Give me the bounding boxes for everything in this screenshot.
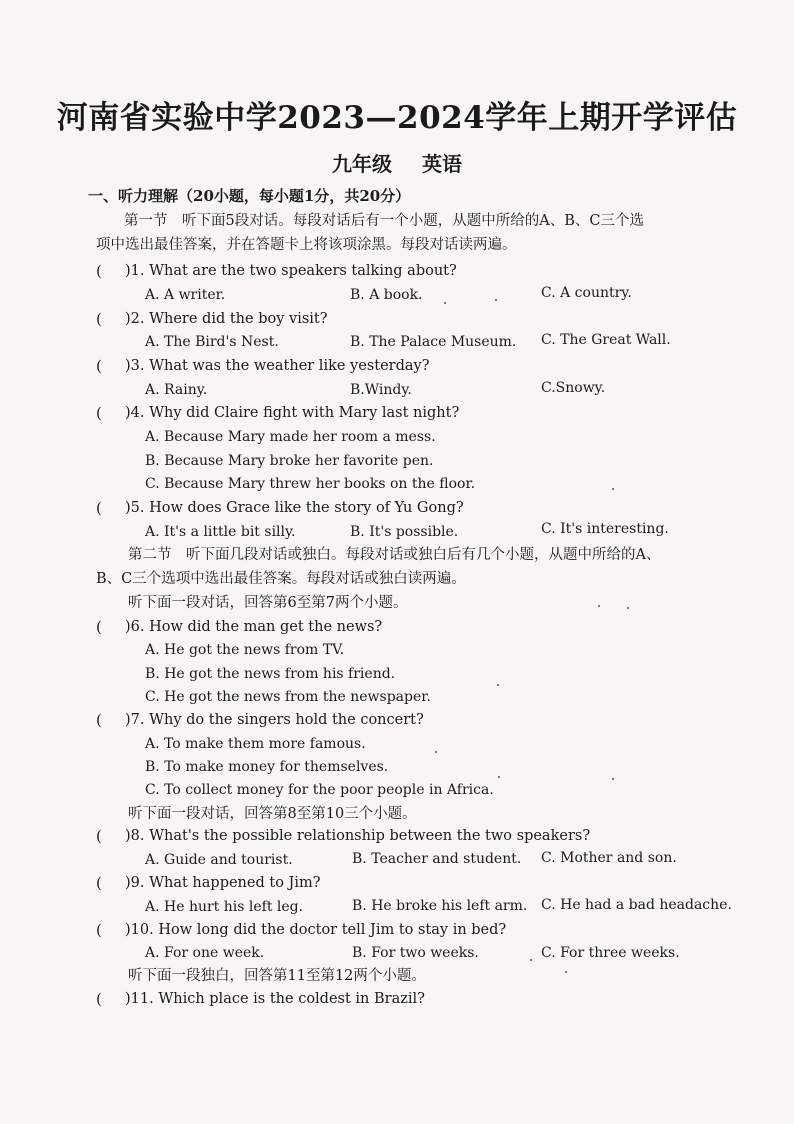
option-c: C. To collect money for the poor people in Africa. — [145, 782, 494, 798]
option-b: B. A book. — [350, 287, 423, 303]
part2-instruction-line1: 第二节 听下面几段对话或独白。每段对话或独白后有几个小题，从题中所给的A、 — [128, 547, 661, 563]
option-b: B. The Palace Museum. — [350, 334, 517, 350]
option-a: A. Rainy. — [145, 382, 208, 398]
scan-speck — [612, 778, 614, 780]
option-c: C. The Great Wall. — [541, 332, 671, 348]
option-b: B. Because Mary broke her favorite pen. — [145, 453, 434, 469]
option-b: B.Windy. — [350, 382, 412, 398]
option-b: B. To make money for themselves. — [145, 759, 389, 775]
answer-blank: ( — [96, 618, 102, 636]
option-a: A. To make them more famous. — [145, 736, 366, 752]
answer-blank: ( — [96, 990, 102, 1008]
subject-label: 英语 — [422, 152, 462, 176]
instruction-q6-7: 听下面一段对话，回答第6至第7两个小题。 — [128, 595, 408, 611]
answer-blank: ( — [96, 262, 102, 280]
scan-speck — [497, 684, 499, 686]
instruction-q11-12: 听下面一段独白，回答第11至第12两个小题。 — [128, 968, 426, 984]
instruction-q8-10: 听下面一段对话，回答第8至第10三个小题。 — [128, 806, 417, 822]
option-a: A. The Bird's Nest. — [145, 334, 279, 350]
exam-title: 河南省实验中学2023—2024学年上期开学评估 — [56, 100, 738, 136]
option-a: A. He got the news from TV. — [145, 642, 345, 658]
option-b: B. He broke his left arm. — [352, 898, 528, 914]
option-c: C. He got the news from the newspaper. — [145, 689, 431, 705]
answer-blank: ( — [96, 404, 102, 422]
option-c: C. Because Mary threw her books on the floor. — [145, 476, 476, 492]
question-text: )1. What are the two speakers talking about? — [125, 263, 457, 279]
grade-label: 九年级 — [332, 152, 392, 176]
option-a: A. He hurt his left leg. — [145, 899, 304, 915]
option-b: B. He got the news from his friend. — [145, 666, 396, 682]
question-text: )3. What was the weather like yesterday? — [125, 358, 430, 374]
part2-instruction-line2: B、C三个选项中选出最佳答案。每段对话或独白读两遍。 — [96, 571, 466, 587]
option-c: C.Snowy. — [541, 380, 606, 396]
question-text: )7. Why do the singers hold the concert? — [125, 712, 424, 728]
scan-speck — [565, 971, 567, 973]
question-text: )11. Which place is the coldest in Brazil? — [125, 991, 425, 1007]
question-text: )4. Why did Claire fight with Mary last night? — [125, 405, 460, 421]
option-a: A. A writer. — [145, 287, 226, 303]
scan-speck — [498, 776, 500, 778]
answer-blank: ( — [96, 921, 102, 939]
question-text: )10. How long did the doctor tell Jim to stay in bed? — [125, 922, 507, 938]
answer-blank: ( — [96, 310, 102, 328]
option-b: B. Teacher and student. — [352, 851, 522, 867]
scan-speck — [495, 299, 497, 301]
answer-blank: ( — [96, 357, 102, 375]
option-c: C. It's interesting. — [541, 521, 669, 537]
question-text: )5. How does Grace like the story of Yu Gong? — [125, 500, 464, 516]
answer-blank: ( — [96, 711, 102, 729]
question-text: )8. What's the possible relationship between the two speakers? — [125, 828, 591, 844]
answer-blank: ( — [96, 499, 102, 517]
option-c: C. Mother and son. — [541, 850, 677, 866]
scan-speck — [612, 488, 614, 490]
question-text: )2. Where did the boy visit? — [125, 311, 328, 327]
option-c: C. A country. — [541, 285, 632, 301]
option-c: C. For three weeks. — [541, 945, 680, 961]
scan-speck — [598, 605, 600, 607]
option-a: A. Because Mary made her room a mess. — [145, 429, 436, 445]
scan-speck — [435, 751, 437, 753]
section-heading: 一、听力理解（20小题，每小题1分，共20分） — [88, 187, 411, 205]
scan-speck — [627, 607, 629, 609]
option-a: A. It's a little bit silly. — [145, 524, 296, 540]
option-b: B. For two weeks. — [352, 945, 479, 961]
scan-speck — [444, 302, 446, 304]
question-text: )9. What happened to Jim? — [125, 875, 321, 891]
option-a: A. Guide and tourist. — [145, 852, 293, 868]
question-text: )6. How did the man get the news? — [125, 619, 383, 635]
option-b: B. It's possible. — [350, 524, 459, 540]
part1-instruction-line2: 项中选出最佳答案，并在答题卡上将该项涂黑。每段对话读两遍。 — [96, 237, 517, 253]
answer-blank: ( — [96, 874, 102, 892]
scan-speck — [530, 959, 532, 961]
part1-instruction-line1: 第一节 听下面5段对话。每段对话后有一个小题，从题中所给的A、B、C三个选 — [124, 213, 644, 229]
exam-subtitle — [0, 148, 794, 177]
answer-blank: ( — [96, 827, 102, 845]
option-c: C. He had a bad headache. — [541, 897, 732, 913]
option-a: A. For one week. — [145, 945, 265, 961]
